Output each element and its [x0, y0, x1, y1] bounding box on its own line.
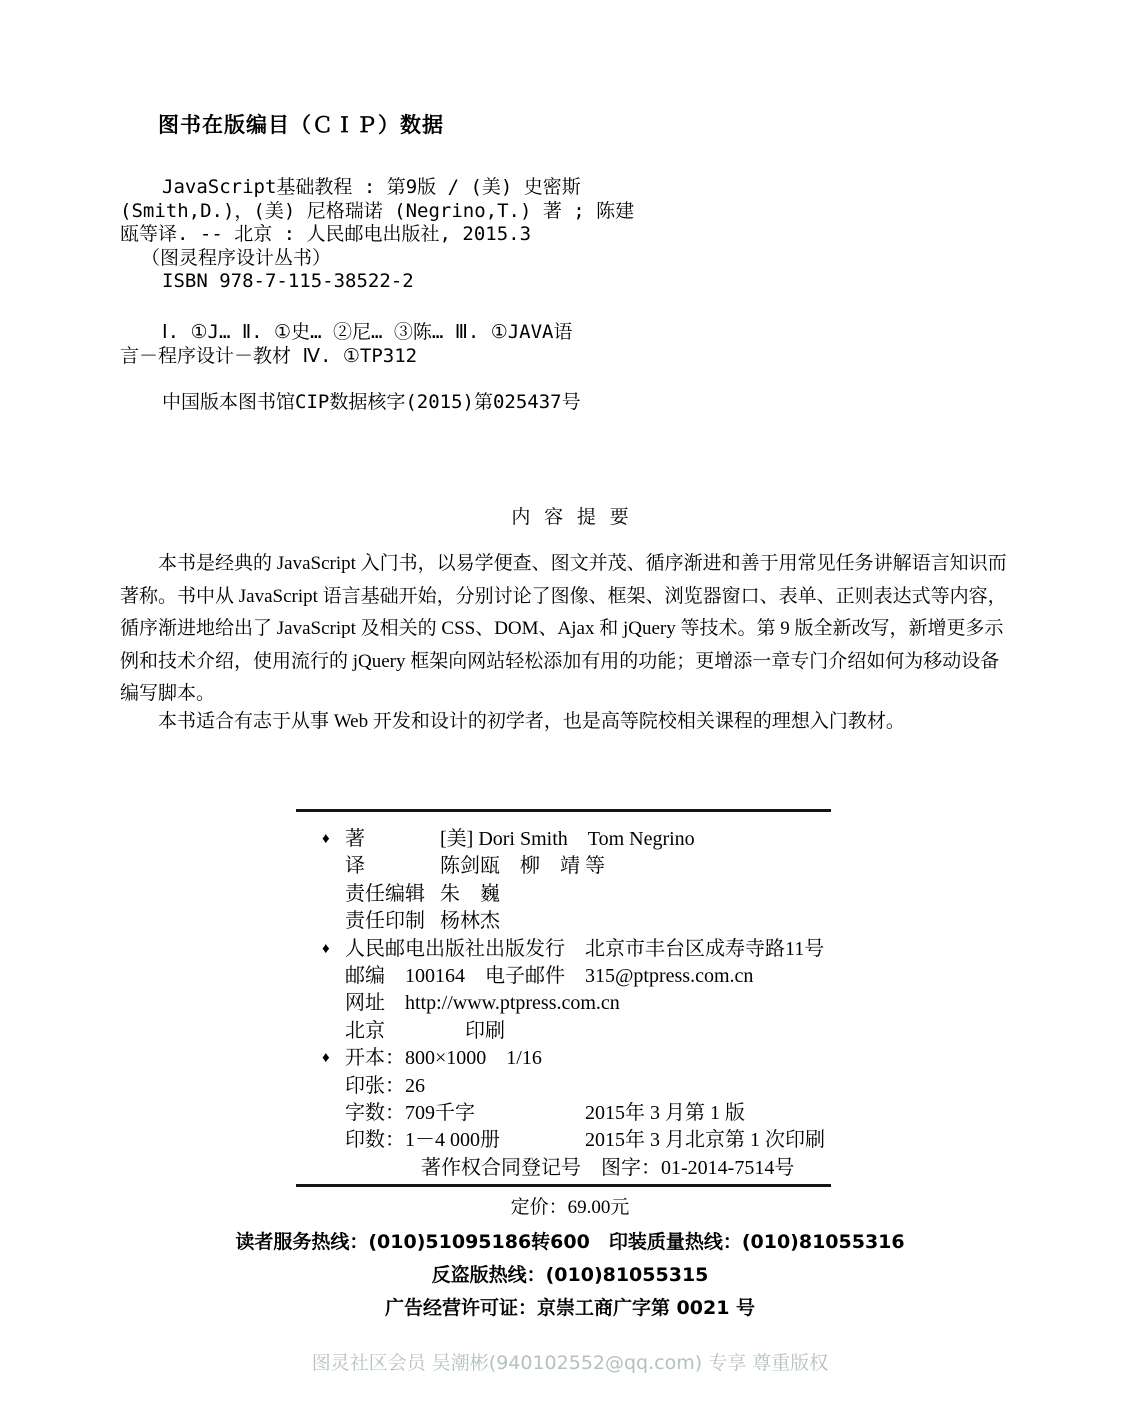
- colophon-row: [322, 853, 882, 880]
- colophon-row: [322, 990, 882, 1017]
- diamond-bullet-icon: ♦: [322, 940, 330, 957]
- colophon-row-text: 陈剑瓯 柳 靖 等: [440, 855, 605, 878]
- cip-record-line: （图灵程序设计丛书）: [141, 246, 332, 269]
- colophon-row-text: 印数：1－4 000册: [345, 1129, 500, 1152]
- hotline-line: 反盗版热线：(010)81055315: [431, 1264, 709, 1286]
- colophon-row: [322, 1073, 882, 1100]
- cip-record-line: ISBN 978-7-115-38522-2: [162, 270, 414, 292]
- cip-classification-block: [120, 321, 740, 368]
- colophon-row-text: 字数：709千字: [345, 1101, 475, 1124]
- summary-line: 著称。书中从 JavaScript 语言基础开始，分别讨论了图像、框架、浏览器窗口、表单、正则表达式等内容，: [120, 585, 1007, 607]
- colophon-row-label: 责任编辑: [345, 882, 425, 905]
- summary-paragraph-2: 本书适合有志于从事 Web 开发和设计的初学者，也是高等院校相关课程的理想入门教材。: [158, 711, 905, 732]
- hotlines-block: [0, 1226, 1140, 1325]
- colophon-row-label: 著: [345, 828, 365, 850]
- summary-line: 循序渐进地给出了 JavaScript 及相关的 CSS、DOM、Ajax 和 jQuery 等技术。第 9 版全新改写，新增更多示: [120, 618, 1004, 640]
- colophon-row: [322, 1127, 882, 1154]
- colophon-block: [322, 826, 882, 1182]
- hotline-line: 读者服务热线：(010)51095186转600 印装质量热线：(010)81055316: [235, 1231, 905, 1253]
- colophon-row-text: [美] Dori Smith Tom Negrino: [440, 828, 695, 850]
- colophon-row-label: 译: [345, 855, 365, 878]
- colophon-row-text: 印张：26: [345, 1074, 425, 1097]
- colophon-row: [322, 881, 882, 908]
- colophon-row-text: 朱 巍: [440, 882, 500, 905]
- pricing-block: [0, 1190, 1140, 1325]
- summary-title: 内 容 提 要: [511, 507, 629, 528]
- cip-class-line: Ⅰ. ①J… Ⅱ. ①史… ②尼… ③陈… Ⅲ. ①JAVA语: [162, 321, 573, 343]
- cip-registration: 中国版本图书馆CIP数据核字(2015)第025437号: [162, 391, 581, 413]
- divider-rule-top: [296, 809, 831, 812]
- cip-record-block: [120, 176, 740, 294]
- divider-rule-bottom: [296, 1184, 831, 1187]
- cip-record-line: JavaScript基础教程 : 第9版 / (美) 史密斯: [162, 176, 581, 198]
- colophon-row-text: 邮编 100164 电子邮件 315@ptpress.com.cn: [345, 964, 754, 987]
- colophon-row-text: 开本：800×1000 1/16: [345, 1047, 542, 1070]
- colophon-row: [322, 908, 882, 935]
- colophon-row-right: 2015年 3 月第 1 版: [585, 1101, 745, 1124]
- colophon-row: [322, 826, 882, 853]
- colophon-row: [322, 1018, 882, 1045]
- summary-line: 本书是经典的 JavaScript 入门书，以易学便查、图文并茂、循序渐进和善于用常见任务讲解语言知识而: [158, 553, 1007, 574]
- cip-record-line: 瓯等译. -- 北京 : 人民邮电出版社, 2015.3: [120, 223, 532, 245]
- colophon-row-text: 北京 印刷: [345, 1019, 505, 1042]
- colophon-row: [322, 963, 882, 990]
- summary-paragraph-1: [120, 548, 1020, 711]
- colophon-row-text: 人民邮电出版社出版发行: [345, 937, 565, 960]
- diamond-bullet-icon: ♦: [322, 831, 330, 847]
- summary-line: 编写脚本。: [120, 683, 216, 705]
- colophon-row-right: 北京市丰台区成寿寺路11号: [585, 937, 825, 960]
- cip-class-line: 言－程序设计－教材 Ⅳ. ①TP312: [120, 344, 418, 367]
- cip-heading: 图书在版编目（ＣＩＰ）数据: [158, 113, 444, 137]
- colophon-row: [322, 1045, 882, 1072]
- colophon-row: [322, 1100, 882, 1127]
- colophon-row-text: 著作权合同登记号 图字：01-2014-7514号: [421, 1156, 795, 1179]
- colophon-row: [322, 936, 882, 963]
- hotline-line: 广告经营许可证：京崇工商广字第 0021 号: [384, 1297, 756, 1319]
- colophon-row: [322, 1155, 882, 1182]
- summary-line: 例和技术介绍，使用流行的 jQuery 框架向网站轻松添加有用的功能；更增添一章专门介绍如何为移动设备: [120, 650, 1000, 672]
- colophon-row-text: 杨林杰: [440, 910, 500, 933]
- diamond-bullet-icon: ♦: [322, 1050, 330, 1067]
- price-line: 定价：69.00元: [510, 1197, 630, 1218]
- colophon-row-label: 责任印制: [345, 910, 425, 933]
- watermark-text: 图灵社区会员 吴潮彬(940102552@qq.com) 专享 尊重版权: [311, 1352, 829, 1374]
- cip-record-line: (Smith,D.)，(美) 尼格瑞诺 (Negrino,T.) 著 ; 陈建: [120, 199, 635, 222]
- colophon-row-right: 2015年 3 月北京第 1 次印刷: [585, 1129, 825, 1152]
- colophon-row-text: 网址 http://www.ptpress.com.cn: [345, 992, 620, 1015]
